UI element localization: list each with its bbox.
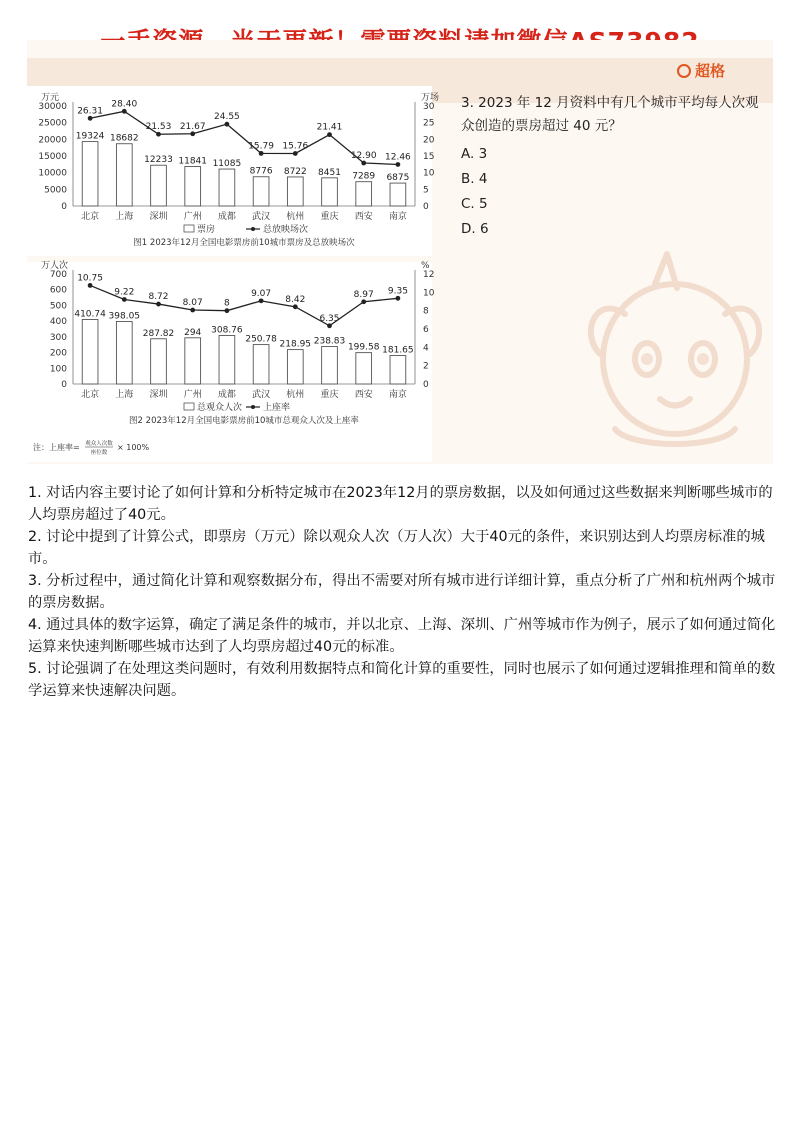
brand-name: 超格 [694,62,725,80]
y-tick-right: 0 [423,202,429,212]
x-tick-label: 重庆 [320,390,339,400]
bar [116,144,132,206]
bar [185,167,201,206]
footnote-prefix: 注：上座率= [33,443,80,452]
notes-list [28,482,776,702]
y-tick-right: 8 [423,306,429,317]
chart-caption: 图2 2023年12月全国电影票房前10城市总观众人次及上座率 [129,416,359,426]
bar [116,321,132,384]
bar [390,355,406,384]
bar-value-label: 398.05 [108,311,141,322]
note-item: 2. 讨论中提到了计算公式，即票房（万元）除以观众人次（万人次）大于40元的条件，来识别达到人均票房标准的城市。 [28,529,765,567]
bar-value-label: 238.83 [313,336,346,347]
line-point [293,151,298,156]
y-tick-right: 15 [423,152,435,162]
line-point [190,308,195,313]
y-tick-right: 12 [423,270,435,280]
question-block [461,92,761,242]
line-point [259,151,264,156]
y-tick-left: 300 [49,332,67,343]
bar [82,142,98,206]
y-axis-right-unit: % [421,261,430,271]
line-value-label: 8.42 [285,294,306,305]
bar [322,346,338,384]
x-tick-label: 杭州 [286,212,305,222]
line-point [396,296,401,301]
option-a[interactable]: A. 3 [461,146,488,162]
line-value-label: 8 [224,298,230,309]
bar-value-label: 6875 [386,173,410,184]
y-tick-left: 5000 [44,185,67,196]
bar [356,182,372,206]
note-item: 4. 通过具体的数字运算，确定了满足条件的城市，并以北京、上海、深圳、广州等城市作为例子，展示了如何通过简化运算来快速判断哪些城市达到了人均票房超过40元的标准。 [28,617,776,655]
legend-line-label: 总放映场次 [263,225,309,235]
line-value-label: 8.07 [182,298,203,309]
line-value-label: 21.41 [316,122,343,133]
y-tick-right: 10 [423,288,435,299]
y-tick-left: 0 [61,202,67,212]
bar [287,177,303,206]
y-tick-left: 400 [49,317,67,328]
chart-1-svg [27,86,440,256]
bar-value-label: 308.76 [211,325,243,336]
note-item: 1. 对话内容主要讨论了如何计算和分析特定城市在2023年12月的票房数据，以及如何通过这些数据来判断哪些城市的人均票房超过了40元。 [28,485,773,523]
mascot-watermark-icon [575,254,775,459]
y-tick-left: 10000 [38,168,67,179]
bar-value-label: 11841 [178,156,208,167]
footnote-suffix: × 100% [117,443,150,452]
y-axis-left-unit: 万元 [41,93,60,103]
line-value-label: 12.90 [350,151,377,161]
line-point [327,323,332,328]
option-c[interactable]: C. 5 [461,196,488,212]
bar-value-label: 8451 [318,167,341,178]
line-value-label: 9.35 [387,286,408,297]
bar-value-label: 11085 [212,159,242,170]
line-point [293,304,298,309]
x-tick-label: 西安 [354,212,373,222]
bar-value-label: 250.78 [245,334,277,345]
line-value-label: 12.46 [385,152,411,163]
line-value-label: 10.75 [77,273,103,284]
line-value-label: 6.35 [319,313,340,324]
chart-2 [27,261,435,462]
x-tick-label: 重庆 [320,212,339,222]
option-b[interactable]: B. 4 [461,171,488,187]
bar [390,183,406,206]
y-tick-right: 2 [423,361,429,372]
y-tick-right: 4 [423,343,429,354]
x-tick-label: 广州 [183,390,202,400]
y-tick-left: 25000 [38,118,67,129]
bar [322,178,338,206]
x-tick-label: 上海 [115,390,134,400]
x-tick-label: 深圳 [149,390,168,400]
bar-value-label: 12233 [144,155,173,166]
bar [253,345,269,384]
line-point [225,122,230,127]
legend-bar-label: 总观众人次 [197,403,243,413]
line-value-label: 15.79 [248,141,274,152]
line-point [88,283,93,288]
y-axis-right-unit: 万场 [421,93,440,103]
line-point [122,297,127,302]
bar-value-label: 19324 [75,131,105,142]
x-tick-label: 西安 [354,390,373,400]
chart-caption: 图1 2023年12月全国电影票房前10城市票房及总放映场次 [133,238,355,248]
x-tick-label: 成都 [217,390,236,400]
y-tick-right: 30 [423,102,435,112]
line-value-label: 21.67 [179,121,206,132]
legend-line-dot [251,405,255,409]
y-tick-right: 0 [423,380,429,390]
y-tick-left: 700 [49,270,67,280]
y-tick-right: 5 [423,185,429,196]
bar-value-label: 287.82 [142,328,175,339]
line-value-label: 9.22 [114,287,135,298]
y-tick-left: 0 [61,380,67,390]
line-point [361,299,366,304]
bar-value-label: 8776 [249,166,273,177]
bar [287,350,303,384]
x-tick-label: 北京 [81,212,100,222]
line-value-label: 9.07 [251,288,272,299]
line-point [259,298,264,303]
x-tick-label: 广州 [183,212,202,222]
line-value-label: 26.31 [77,106,103,117]
x-tick-label: 武汉 [252,212,271,222]
x-tick-label: 南京 [388,390,407,400]
footnote-denominator: 座位数 [90,450,108,456]
bar [82,319,98,384]
legend-bar-swatch [184,403,194,410]
bar-value-label: 199.58 [347,342,380,353]
legend-bar-swatch [184,225,194,232]
option-d[interactable]: D. 6 [461,221,489,237]
chart-2-svg [27,261,435,462]
x-tick-label: 武汉 [252,390,271,400]
y-tick-left: 30000 [38,102,67,112]
bar-value-label: 181.65 [382,345,414,356]
bar [185,338,201,384]
bar-value-label: 410.74 [74,309,106,320]
line-value-label: 8.97 [353,289,374,300]
footnote-numerator: 观众人次数 [85,441,113,447]
bar-value-label: 294 [184,327,202,338]
note-item: 3. 分析过程中，通过简化计算和观察数据分布，得出不需要对所有城市进行详细计算，重点分析了广州和杭州两个城市的票房数据。 [28,573,776,611]
y-tick-left: 600 [49,285,67,296]
x-tick-label: 北京 [81,390,100,400]
y-tick-left: 200 [49,348,67,359]
legend-line-label: 上座率 [263,403,291,413]
bar-value-label: 18682 [109,133,139,144]
y-tick-left: 100 [49,364,67,375]
x-tick-label: 深圳 [149,212,168,222]
line-point [361,161,366,166]
question-stem: 3. 2023 年 12 月资料中有几个城市平均每人次观众创造的票房超过 40 元？ [461,95,759,134]
bar [219,335,235,384]
bar [253,177,269,206]
x-tick-label: 成都 [217,212,236,222]
x-tick-label: 杭州 [286,390,305,400]
line-point [190,131,195,136]
y-tick-left: 20000 [38,135,67,146]
line-value-label: 21.53 [145,122,172,133]
bar [356,353,372,384]
brand-icon [677,64,691,78]
y-tick-right: 25 [423,118,435,129]
line-point [225,308,230,313]
bar-value-label: 218.95 [279,339,312,350]
question-card [27,40,773,464]
line-point [88,116,93,121]
bar-value-label: 8722 [283,166,307,177]
line-point [396,162,401,167]
y-tick-left: 500 [49,301,67,312]
line-value-label: 8.72 [148,292,169,303]
legend-bar-label: 票房 [197,225,216,235]
bar-value-label: 7289 [352,171,376,182]
y-tick-right: 20 [423,135,435,146]
y-axis-left-unit: 万人次 [41,261,69,271]
line-point [156,132,161,137]
bar [151,165,167,206]
y-tick-left: 15000 [38,152,67,162]
chart-1 [27,86,440,256]
note-item: 5. 讨论强调了在处理这类问题时，有效利用数据特点和简化计算的重要性，同时也展示了如何通过逻辑推理和简单的数学运算来快速解决问题。 [28,661,776,699]
brand-logo [677,60,725,81]
line-point [122,109,127,114]
line-point [327,132,332,137]
bar [219,169,235,206]
x-tick-label: 南京 [388,212,407,222]
line-value-label: 15.76 [282,141,309,152]
y-tick-right: 6 [423,325,429,335]
y-tick-right: 10 [423,168,435,179]
x-tick-label: 上海 [115,212,134,222]
line-value-label: 24.55 [214,112,240,123]
line-value-label: 28.40 [111,99,138,110]
line-point [156,302,161,307]
legend-line-dot [251,227,255,231]
bar [151,339,167,384]
